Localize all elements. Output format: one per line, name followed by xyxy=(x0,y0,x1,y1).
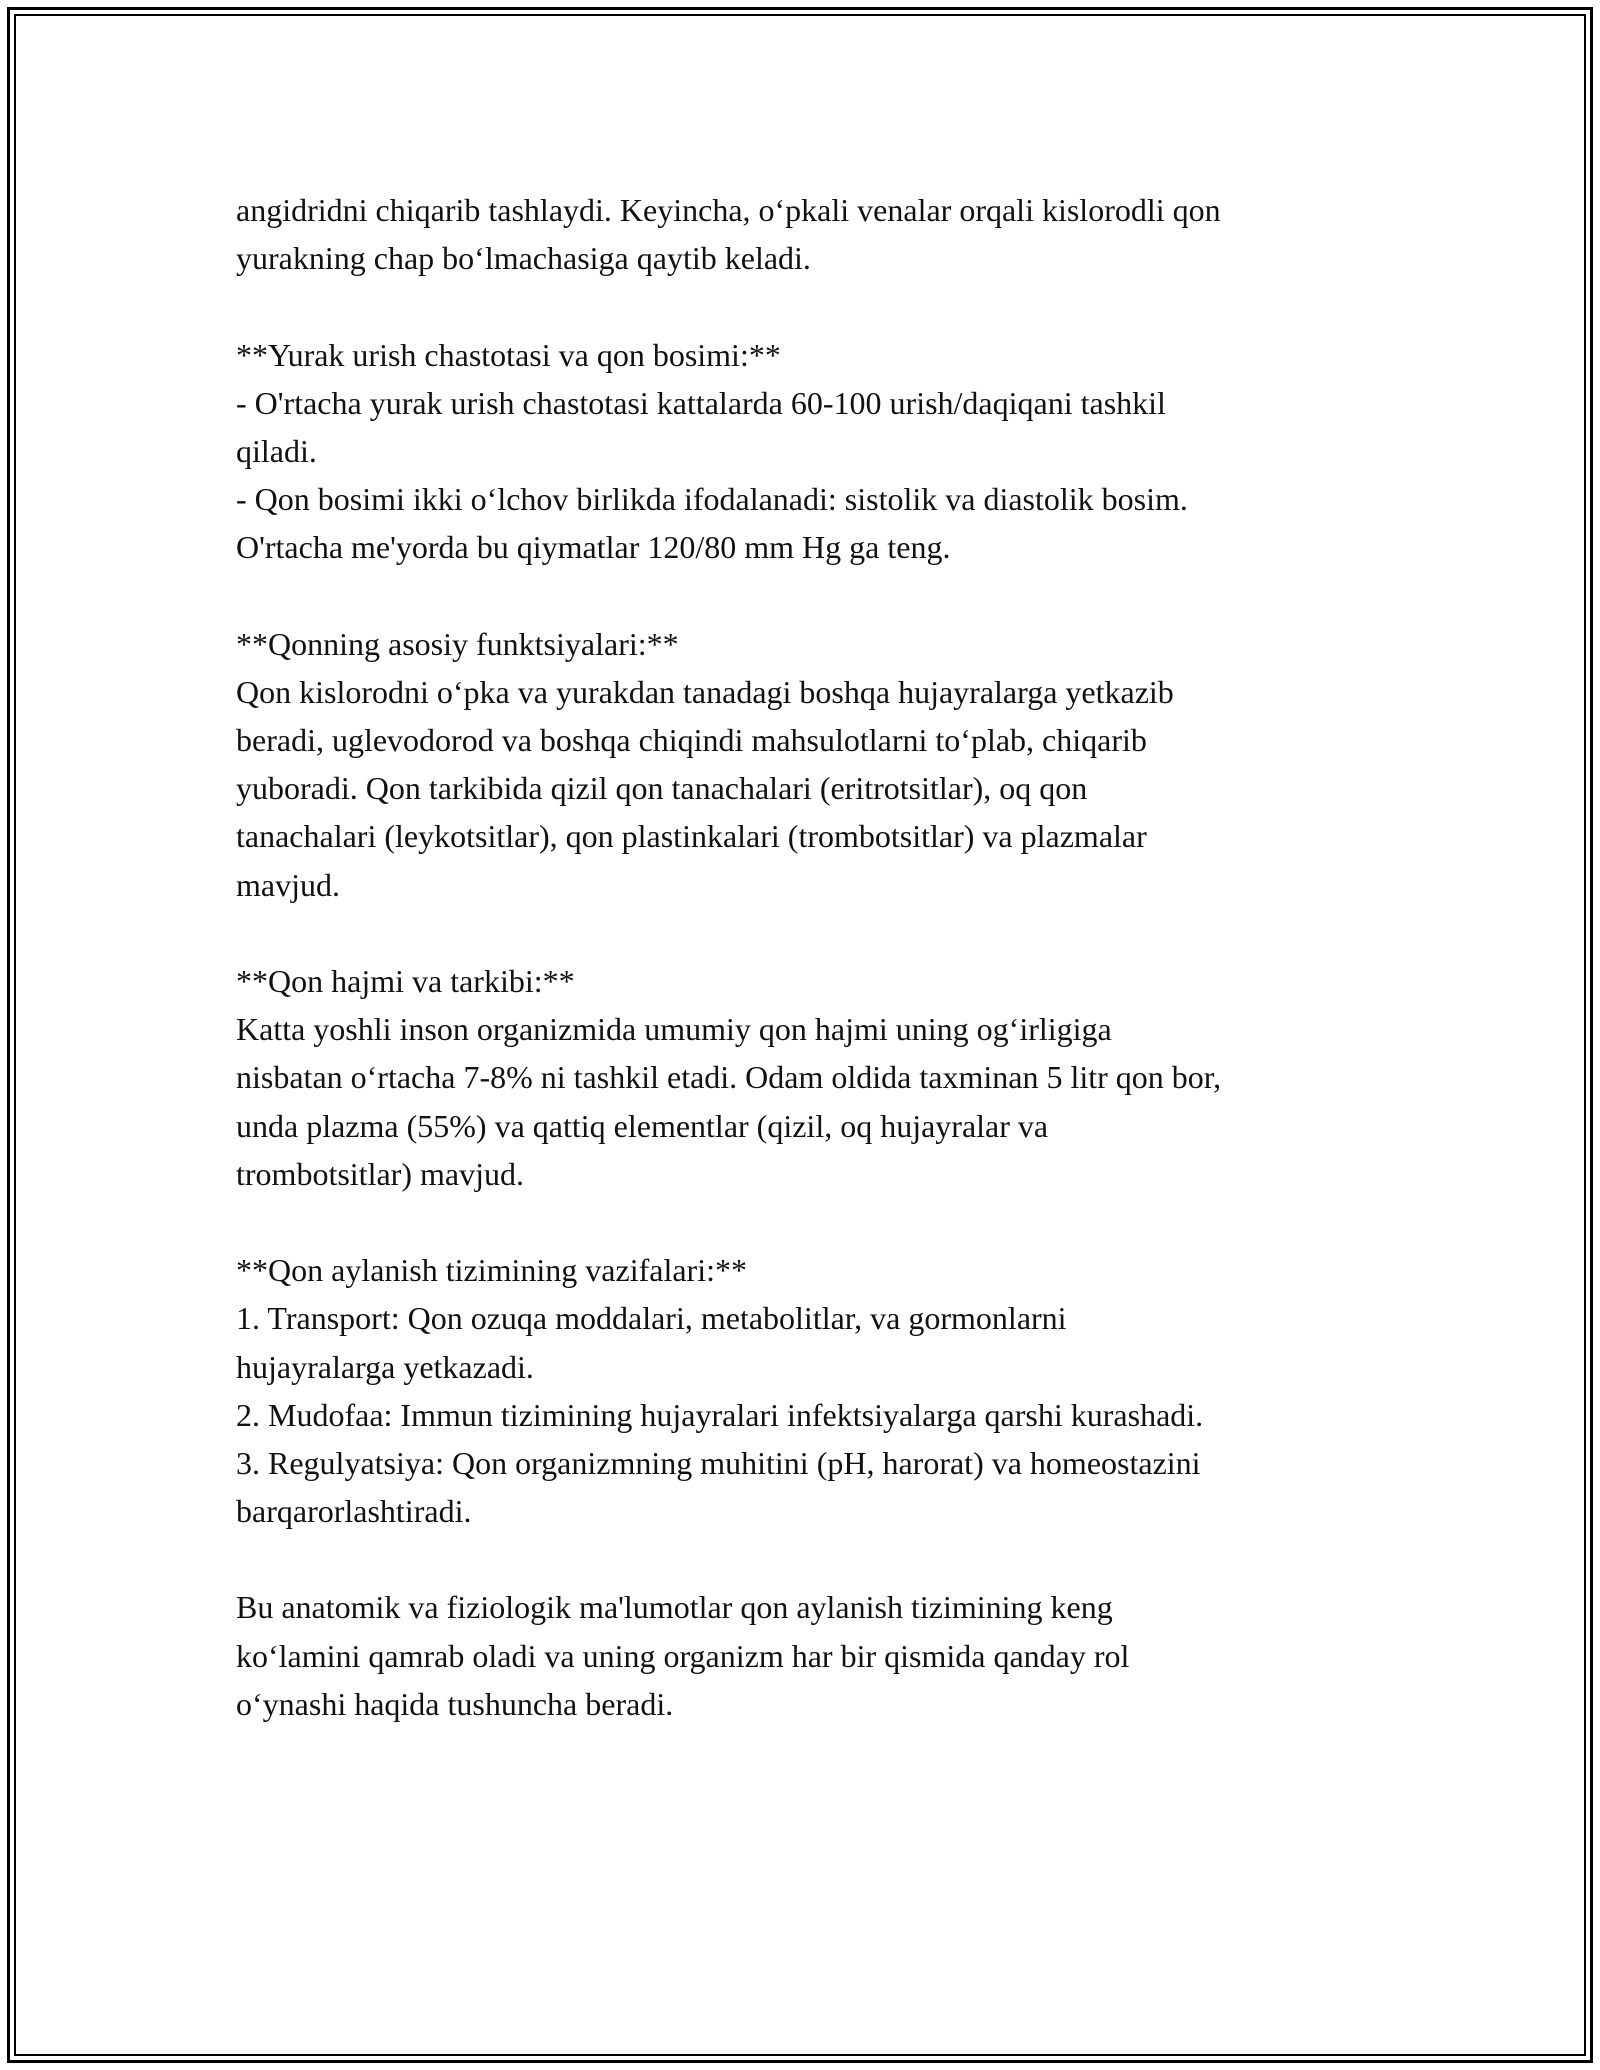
section-heading: **Qon hajmi va tarkibi:** xyxy=(236,963,575,999)
paragraph-gap xyxy=(236,572,1376,620)
paragraph-gap xyxy=(236,909,1376,957)
heart-rate-section xyxy=(236,331,1376,572)
text-line: - O'rtacha yurak urish chastotasi kattalarda 60-100 urish/daqiqani tashkil xyxy=(236,384,1166,421)
text-line: yuboradi. Qon tarkibida qizil qon tanachalari (eritrotsitlar), oq qon xyxy=(236,770,1088,807)
text-line: Bu anatomik va fiziologik ma'lumotlar qon aylanish tizimining keng xyxy=(236,1589,1113,1626)
text-line: mavjud. xyxy=(236,866,340,903)
text-line: 2. Mudofaa: Immun tizimining hujayralari infektsiyalarga qarshi kurashadi. xyxy=(236,1396,1204,1433)
text-line: yurakning chap bo‘lmachasiga qaytib keladi. xyxy=(236,240,811,277)
text-line: 3. Regulyatsiya: Qon organizmning muhitini (pH, harorat) va homeostazini xyxy=(236,1444,1201,1481)
section-heading: **Qonning asosiy funktsiyalari:** xyxy=(236,625,679,662)
text-line: Qon kislorodni o‘pka va yurakdan tanadagi boshqa hujayralarga yetkazib xyxy=(236,673,1174,710)
text-line: unda plazma (55%) va qattiq elementlar (qizil, oq hujayralar va xyxy=(236,1107,1049,1144)
blood-volume-section xyxy=(236,957,1376,1198)
paragraph-gap xyxy=(236,282,1376,330)
blood-functions-section xyxy=(236,620,1376,909)
text-line: beradi, uglevodorod va boshqa chiqindi mahsulotlarni to‘plab, chiqarib xyxy=(236,722,1147,759)
paragraph-gap xyxy=(236,1535,1376,1583)
text-line: nisbatan o‘rtacha 7-8% ni tashkil etadi. Odam oldida taxminan 5 litr qon bor, xyxy=(236,1059,1222,1096)
text-line: qiladi. xyxy=(236,432,317,469)
paragraph-gap xyxy=(236,1198,1376,1246)
text-line: 1. Transport: Qon ozuqa moddalari, metabolitlar, va gormonlarni xyxy=(236,1300,1067,1337)
text-line: trombotsitlar) mavjud. xyxy=(236,1155,524,1192)
conclusion-paragraph xyxy=(236,1583,1376,1728)
text-line: angidridni chiqarib tashlaydi. Keyincha, o‘pkali venalar orqali kislorodli qon xyxy=(236,192,1221,228)
text-line: ko‘lamini qamrab oladi va uning organizm har bir qismida qanday rol xyxy=(236,1637,1130,1674)
section-heading: **Yurak urish chastotasi va qon bosimi:** xyxy=(236,336,781,373)
text-line: - Qon bosimi ikki o‘lchov birlikda ifodalanadi: sistolik va diastolik bosim. xyxy=(236,481,1188,518)
text-line: tanachalari (leykotsitlar), qon plastinkalari (trombotsitlar) va plazmalar xyxy=(236,818,1147,855)
intro-paragraph xyxy=(236,186,1376,282)
text-line: hujayralarga yetkazadi. xyxy=(236,1348,534,1385)
document-body xyxy=(236,186,1376,1728)
text-line: Katta yoshli inson organizmida umumiy qon hajmi uning og‘irligiga xyxy=(236,1011,1112,1048)
circulation-tasks-section xyxy=(236,1246,1376,1535)
text-line: O'rtacha me'yorda bu qiymatlar 120/80 mm Hg ga teng. xyxy=(236,529,951,566)
text-line: o‘ynashi haqida tushuncha beradi. xyxy=(236,1685,674,1722)
text-line: barqarorlashtiradi. xyxy=(236,1493,472,1530)
section-heading: **Qon aylanish tizimining vazifalari:** xyxy=(236,1252,747,1289)
